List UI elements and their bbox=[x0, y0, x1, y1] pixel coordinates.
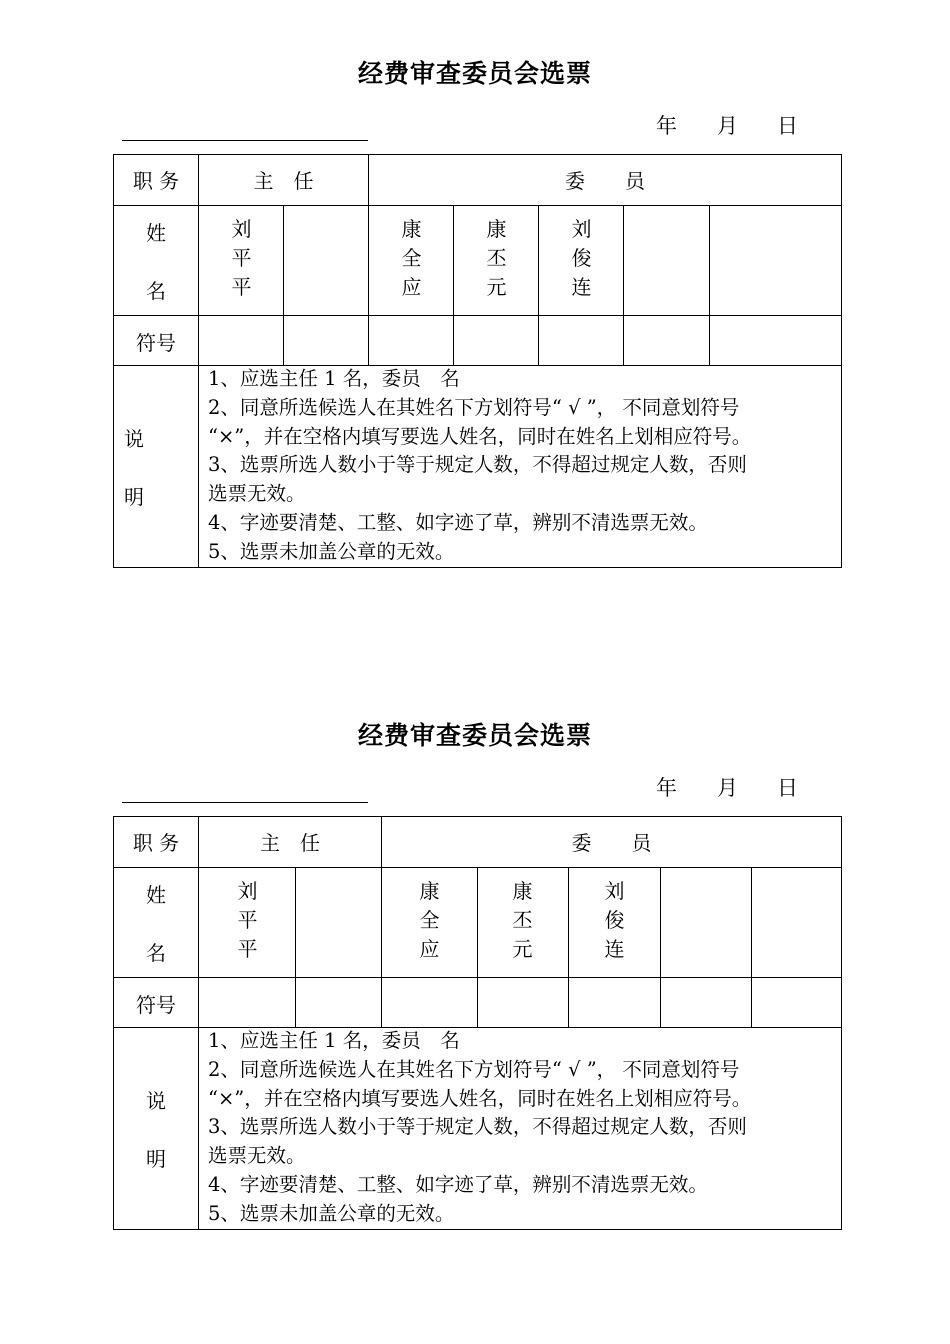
notes-label-top: 说 bbox=[124, 427, 144, 451]
name-label-bottom: 名 bbox=[146, 941, 166, 965]
note-line: 1、应选主任 1 名，委员 名 bbox=[208, 1029, 460, 1052]
name-label-top: 姓 bbox=[146, 221, 166, 245]
members-header: 委 员 bbox=[565, 169, 645, 193]
ballot-table bbox=[113, 816, 842, 1230]
member-name-2: 康 丕 元 bbox=[486, 217, 507, 299]
date-day: 日 bbox=[777, 114, 798, 138]
note-line: 3、选票所选人数小于等于规定人数，不得超过规定人数，否则 bbox=[208, 453, 747, 477]
blank-line[interactable] bbox=[122, 140, 368, 141]
member-name-1: 康 全 应 bbox=[401, 217, 422, 299]
date-year: 年 bbox=[656, 776, 677, 800]
ballot-title: 经费审查委员会选票 bbox=[357, 59, 592, 88]
note-line: “×”，并在空格内填写要选人姓名，同时在姓名上划相应符号。 bbox=[208, 1086, 752, 1110]
member-name-3: 刘 俊 连 bbox=[604, 879, 625, 961]
director-header: 主 任 bbox=[253, 169, 314, 193]
director-name: 刘 平 平 bbox=[231, 217, 252, 299]
name-label-top: 姓 bbox=[146, 883, 166, 907]
symbol-label: 符号 bbox=[136, 993, 176, 1017]
note-line: 3、选票所选人数小于等于规定人数，不得超过规定人数，否则 bbox=[208, 1115, 747, 1139]
notes-text bbox=[208, 1027, 848, 1229]
member-name-1: 康 全 应 bbox=[419, 879, 440, 961]
symbol-label: 符号 bbox=[136, 331, 176, 355]
director-name: 刘 平 平 bbox=[237, 879, 258, 961]
note-line: 选票无效。 bbox=[208, 1144, 306, 1168]
ballot-title: 经费审查委员会选票 bbox=[357, 721, 592, 750]
name-label-bottom: 名 bbox=[146, 279, 166, 303]
notes-label-bottom: 明 bbox=[146, 1147, 166, 1171]
blank-line[interactable] bbox=[122, 802, 368, 803]
note-line: 5、选票未加盖公章的无效。 bbox=[208, 539, 455, 563]
date-line bbox=[656, 772, 806, 800]
position-header: 职 务 bbox=[132, 831, 180, 855]
note-line: 4、字迹要清楚、工整、如字迹了草，辨别不清选票无效。 bbox=[208, 1172, 708, 1196]
ballot-1 bbox=[0, 0, 950, 620]
date-line bbox=[656, 110, 806, 138]
ballot-table bbox=[113, 154, 842, 568]
note-line: 5、选票未加盖公章的无效。 bbox=[208, 1201, 455, 1225]
note-line: 1、应选主任 1 名，委员 名 bbox=[208, 367, 460, 390]
notes-label-top: 说 bbox=[146, 1089, 166, 1113]
note-line: 4、字迹要清楚、工整、如字迹了草，辨别不清选票无效。 bbox=[208, 510, 708, 534]
date-month: 月 bbox=[717, 776, 738, 800]
ballot-2 bbox=[0, 662, 950, 1282]
date-year: 年 bbox=[656, 114, 677, 138]
member-name-2: 康 丕 元 bbox=[512, 879, 533, 961]
members-header: 委 员 bbox=[571, 831, 652, 855]
member-name-3: 刘 俊 连 bbox=[571, 217, 592, 299]
position-header: 职 务 bbox=[132, 169, 180, 193]
date-month: 月 bbox=[717, 114, 738, 138]
date-day: 日 bbox=[777, 776, 798, 800]
director-header: 主 任 bbox=[260, 831, 320, 855]
note-line: 2、同意所选候选人在其姓名下方划符号“ √ ”， 不同意划符号 bbox=[208, 395, 740, 419]
notes-label-bottom: 明 bbox=[124, 485, 144, 509]
note-line: “×”，并在空格内填写要选人姓名，同时在姓名上划相应符号。 bbox=[208, 424, 752, 448]
note-line: 选票无效。 bbox=[208, 482, 306, 506]
notes-text bbox=[208, 365, 848, 567]
note-line: 2、同意所选候选人在其姓名下方划符号“ √ ”， 不同意划符号 bbox=[208, 1057, 740, 1081]
